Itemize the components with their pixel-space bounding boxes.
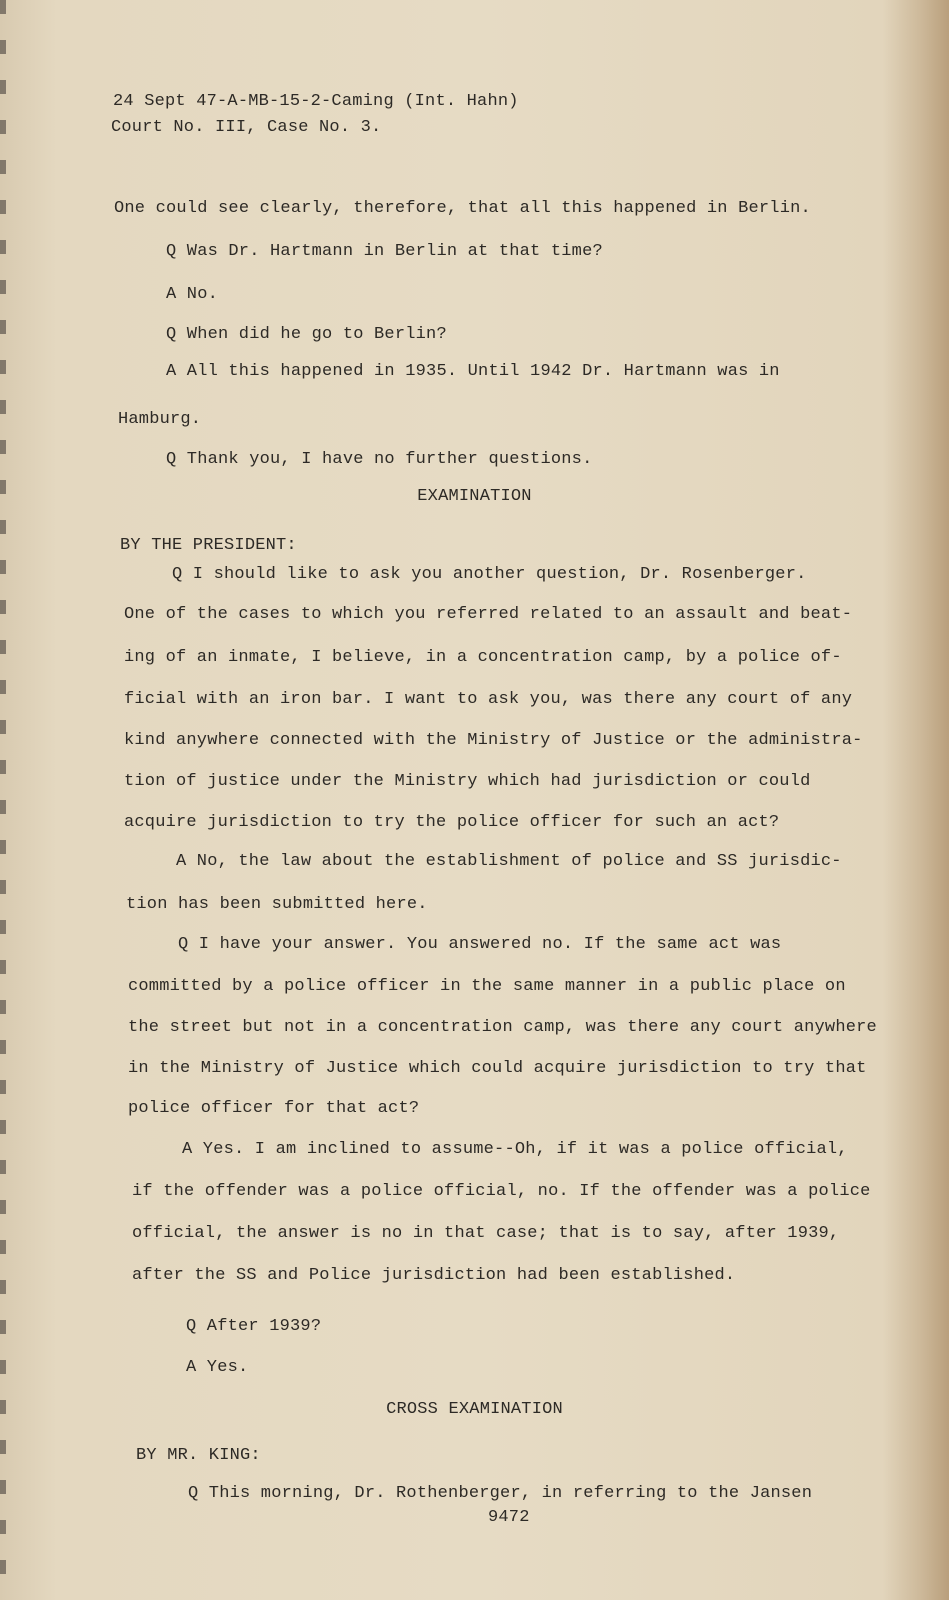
body-line: Q This morning, Dr. Rothenberger, in referring to the Jansen [188, 1484, 813, 1503]
body-line: A Yes. [186, 1358, 249, 1377]
body-line: A All this happened in 1935. Until 1942 Dr. Hartmann was in [166, 362, 780, 381]
body-line: acquire jurisdiction to try the police officer for such an act? [124, 813, 780, 832]
body-line: tion of justice under the Ministry which had jurisdiction or could [124, 772, 811, 791]
body-line: Q I have your answer. You answered no. If the same act was [178, 935, 782, 954]
body-line: committed by a police officer in the same manner in a public place on [128, 977, 846, 996]
body-line: A No. [166, 285, 219, 304]
body-line: in the Ministry of Justice which could acquire jurisdiction to try that [128, 1059, 867, 1078]
header-line-2: Court No. III, Case No. 3. [111, 118, 382, 137]
body-line: Q Was Dr. Hartmann in Berlin at that time? [166, 242, 603, 261]
body-line: Q Thank you, I have no further questions. [166, 450, 593, 469]
body-line: ing of an inmate, I believe, in a concentration camp, by a police of- [124, 648, 842, 667]
body-line: tion has been submitted here. [126, 895, 428, 914]
body-line: Hamburg. [118, 410, 202, 429]
body-line: Q After 1939? [186, 1317, 322, 1336]
section-heading-cross-examination: CROSS EXAMINATION [386, 1400, 563, 1419]
body-line: official, the answer is no in that case; that is to say, after 1939, [132, 1224, 840, 1243]
body-line: A No, the law about the establishment of police and SS jurisdic- [176, 852, 842, 871]
body-line: One could see clearly, therefore, that all this happened in Berlin. [114, 199, 811, 218]
body-line: One of the cases to which you referred related to an assault and beat- [124, 605, 853, 624]
body-line: kind anywhere connected with the Ministry of Justice or the administra- [124, 731, 863, 750]
body-line: police officer for that act? [128, 1099, 420, 1118]
body-line: ficial with an iron bar. I want to ask you, was there any court of any [124, 690, 853, 709]
body-line: after the SS and Police jurisdiction had been established. [132, 1266, 736, 1285]
body-line: Q When did he go to Berlin? [166, 325, 447, 344]
page-number: 9472 [488, 1508, 530, 1527]
body-line: if the offender was a police official, no. If the offender was a police [132, 1182, 871, 1201]
section-heading-examination: EXAMINATION [417, 487, 532, 506]
body-line: Q I should like to ask you another question, Dr. Rosenberger. [172, 565, 807, 584]
speaker-heading: BY THE PRESIDENT: [120, 536, 297, 555]
header-line-1: 24 Sept 47-A-MB-15-2-Caming (Int. Hahn) [113, 92, 519, 111]
body-line: the street but not in a concentration camp, was there any court anywhere [128, 1018, 877, 1037]
speaker-heading: BY MR. KING: [136, 1446, 261, 1465]
binding-holes [0, 0, 6, 1600]
body-line: A Yes. I am inclined to assume--Oh, if it was a police official, [182, 1140, 848, 1159]
